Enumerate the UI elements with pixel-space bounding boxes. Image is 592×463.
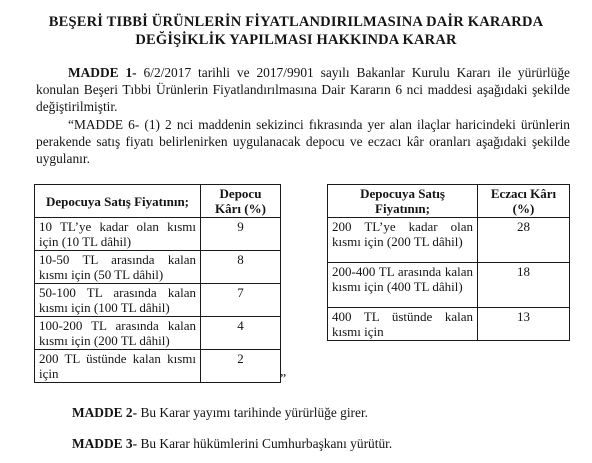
madde-1-text: 6/2/2017 tarihli ve 2017/9901 sayılı Bakanlar Kurulu Kararı ile yürürlüğe konulan Beşeri Tıbbi Ürünlerin Fiyatlandırılmasına Dair Kararın 6 nci maddesi aşağıdaki şekilde değiştirilmiştir. [36, 65, 570, 115]
table-header-profit: Depocu Kârı (%) [201, 185, 281, 218]
madde-2-label: MADDE 2- [72, 405, 138, 420]
table-cell-range: 400 TL üstünde kalan kısmı için [328, 308, 478, 341]
table-row [328, 263, 570, 308]
table-cell-value: 13 [478, 308, 570, 341]
table-row [328, 308, 570, 341]
table-cell-range: 200-400 TL arasında kalan kısmı için (400 TL dâhil) [328, 263, 478, 308]
table-header-profit: Eczacı Kârı (%) [478, 185, 570, 218]
table-cell-value: 2 [201, 350, 281, 383]
document-title-line-1: BEŞERİ TIBBİ ÜRÜNLERİN FİYATLANDIRILMASINA DAİR KARARDA [48, 14, 544, 30]
table-row [328, 218, 570, 263]
table-header-row [328, 185, 570, 218]
table-cell-value: 8 [201, 251, 281, 284]
madde-3-label: MADDE 3- [72, 436, 138, 451]
table-cell-value: 9 [201, 218, 281, 251]
table-cell-range: 50-100 TL arasında kalan kısmı için (100 TL dâhil) [35, 284, 201, 317]
table-cell-range: 100-200 TL arasında kalan kısmı için (200 TL dâhil) [35, 317, 201, 350]
table-cell-range: 10-50 TL arasında kalan kısmı için (50 TL dâhil) [35, 251, 201, 284]
table-header-row [35, 185, 281, 218]
table-cell-range: 200 TL üstünde kalan kısmı için [35, 350, 201, 383]
table-header-range: Depocuya Satış Fiyatının; [35, 185, 201, 218]
document-title-line-2: DEĞİŞİKLİK YAPILMASI HAKKINDA KARAR [135, 32, 457, 48]
table-cell-value: 4 [201, 317, 281, 350]
eczaci-kari-table [327, 184, 570, 341]
madde-6-quote-paragraph: “MADDE 6- (1) 2 nci maddenin sekizinci fıkrasında yer alan ilaçlar haricindeki ürünlerin perakende satış fiyatı belirlenirken uygulanacak depocu ve eczacı kâr oranları aşağıdaki şekilde uygulanır. [36, 117, 570, 167]
madde-2-text: Bu Karar yayımı tarihinde yürürlüğe girer. [137, 405, 369, 420]
madde-3-paragraph [72, 435, 392, 452]
table-cell-range: 200 TL’ye kadar olan kısmı için (200 TL dâhil) [328, 218, 478, 263]
table-row [35, 218, 281, 251]
table-row [35, 284, 281, 317]
table-row [35, 350, 281, 383]
table-cell-range: 10 TL’ye kadar olan kısmı için (10 TL dâhil) [35, 218, 201, 251]
madde-3-text: Bu Karar hükümlerini Cumhurbaşkanı yürütür. [137, 436, 393, 451]
madde-1-label: MADDE 1- [68, 65, 137, 80]
table-cell-value: 18 [478, 263, 570, 308]
table-cell-value: 7 [201, 284, 281, 317]
table-cell-value: 28 [478, 218, 570, 263]
table-header-range: Depocuya Satış Fiyatının; [328, 185, 478, 218]
depocu-kari-table [34, 184, 281, 383]
table-row [35, 251, 281, 284]
table-row [35, 317, 281, 350]
madde-1-paragraph [36, 64, 570, 116]
closing-quote-mark: ” [280, 372, 287, 387]
madde-2-paragraph [72, 404, 368, 421]
